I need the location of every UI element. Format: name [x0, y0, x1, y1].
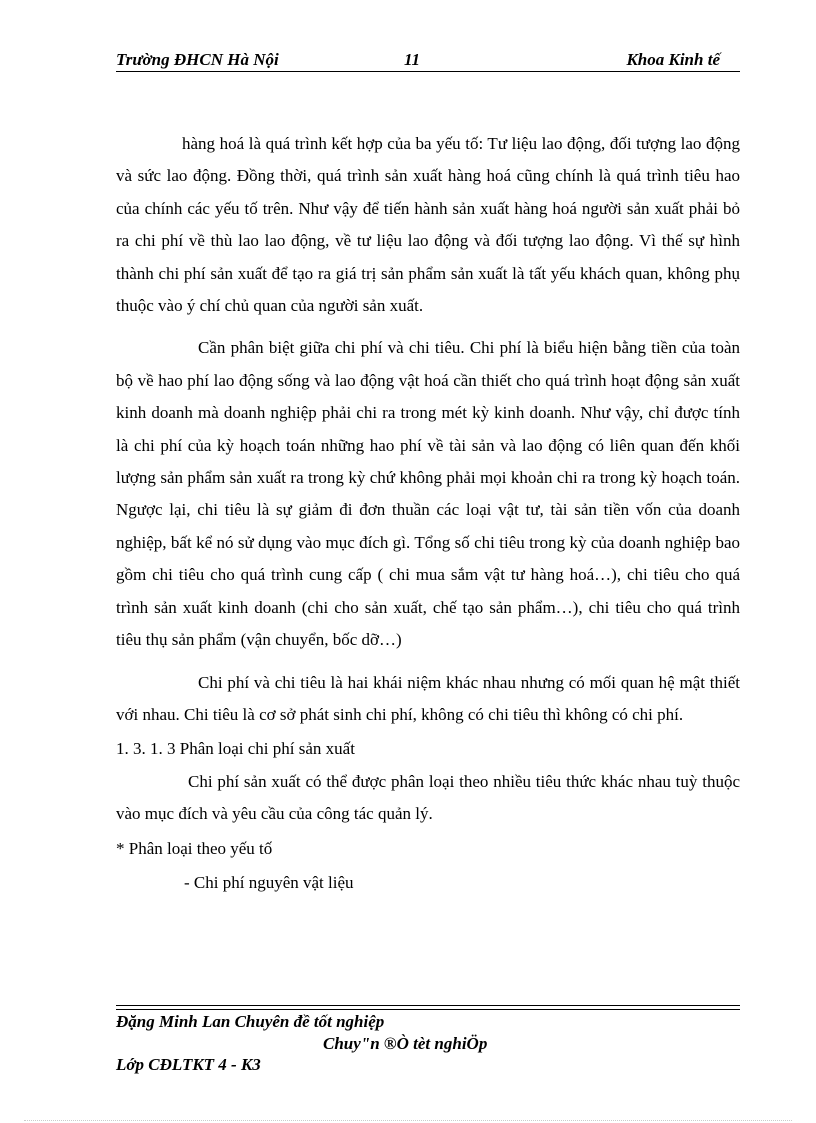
footer-divider-top: [116, 1005, 740, 1006]
header-divider: [116, 71, 740, 72]
paragraph-1: hàng hoá là quá trình kết hợp của ba yếu tố: Tư liệu lao động, đối tượng lao động và sức lao động. Đồng thời, quá trình sản xuất hàng hoá cũng chính là quá trình tiêu hao của chính các yếu tố trên. Như vậy để tiến hành sản xuất hàng hoá người sản xuất phải bỏ ra chi phí về thù lao lao động, về tư liệu lao động và đối tượng lao động. Vì thế sự hình thành chi phí sản xuất để tạo ra giá trị sản phẩm sản xuất là tất yếu khách quan, không phụ thuộc vào ý chí chủ quan của người sản xuất.: [116, 134, 740, 316]
header-school-name: Trường ĐHCN Hà Nội: [116, 50, 279, 69]
footer-class: Lớp CĐLTKT 4 - K3: [116, 1055, 261, 1074]
bullet-classification: * Phân loại theo yếu tố: [116, 838, 273, 858]
section-heading: 1. 3. 1. 3 Phân loại chi phí sản xuất: [116, 739, 355, 759]
footer-divider-bottom: [116, 1009, 740, 1010]
paragraph-3: Chi phí và chi tiêu là hai khái niệm khác nhau nhưng có mối quan hệ mật thiết với nhau. Chi tiêu là cơ sở phát sinh chi phí, không có chi tiêu thì không có chi phí.: [116, 672, 740, 724]
footer-author: Đặng Minh Lan Chuyên đề tốt nghiệp: [116, 1012, 385, 1031]
header-page-number: 11: [404, 50, 421, 69]
footer-garbled-title: Chuy"n ®Ò tèt nghiÖp: [323, 1034, 488, 1053]
page-bottom-edge: [24, 1120, 792, 1121]
page-header: [116, 48, 740, 72]
paragraph-4: Chi phí sản xuất có thể được phân loại theo nhiều tiêu thức khác nhau tuỳ thuộc vào mục đích và yêu cầu của công tác quản lý.: [116, 771, 740, 824]
header-faculty: Khoa Kinh tế: [626, 50, 720, 69]
document-body: [116, 128, 740, 899]
paragraph-2: Cần phân biệt giữa chi phí và chi tiêu. Chi phí là biểu hiện bằng tiền của toàn bộ về hao phí lao động sống và lao động vật hoá cần thiết cho quá trình hoạt động sản xuất kinh doanh mà doanh nghiệp phải chi ra trong mét kỳ kinh doanh. Như vậy, chỉ được tính là chi phí của kỳ hoạch toán những hao phí về tài sản và lao động có liên quan đến khối lượng sản phẩm sản xuất ra trong kỳ chứ không phải mọi khoản chi ra trong kỳ hoạch toán. Ngược lại, chi tiêu là sự giảm đi đơn thuần các loại vật tư, tài sản tiền vốn của doanh nghiệp, bất kể nó sử dụng vào mục đích gì. Tổng số chi tiêu trong kỳ của doanh nghiệp bao gồm chi tiêu cho quá trình cung cấp ( chi mua sắm vật tư hàng hoá…), chi tiêu cho quá trình sản xuất kinh doanh (chi cho sản xuất, chế tạo sản phẩm…), chi tiêu cho quá trình tiêu thụ sản phẩm (vận chuyển, bốc dỡ…): [116, 338, 740, 650]
list-item-material-cost: - Chi phí nguyên vật liệu: [184, 872, 354, 892]
